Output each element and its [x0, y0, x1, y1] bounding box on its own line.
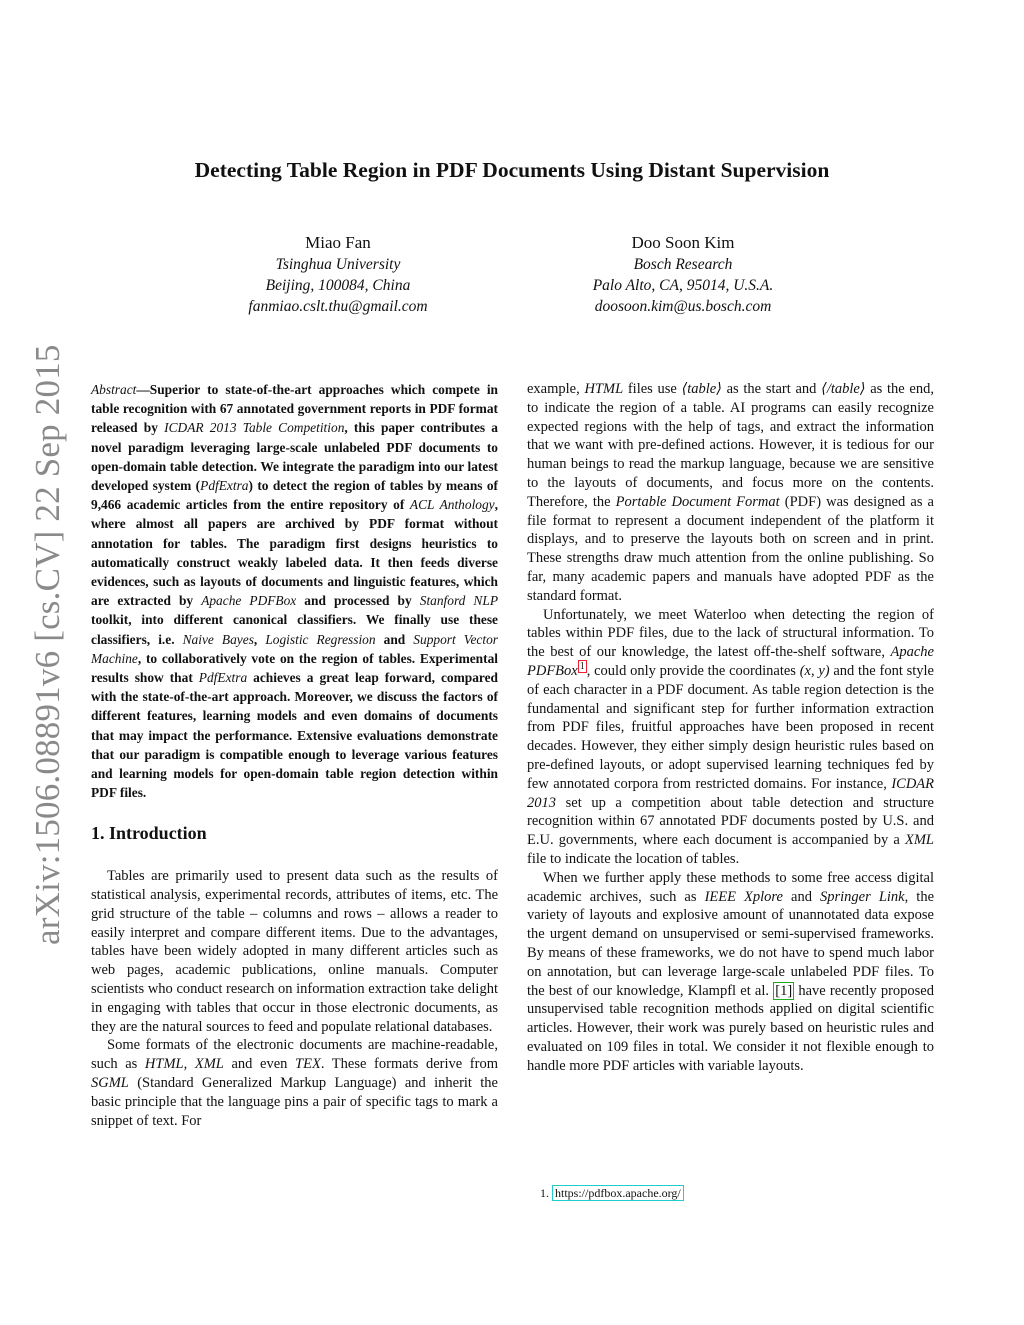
paragraph: When we further apply these methods to some free access digital academic archives, such as IEEE Xplore and Springer Link, the variety of layouts and explosive amount of unannotated data expose the urgent demand on unsupervised or semi-supervised frameworks. By means of these frameworks, we do not have to spend much labor on annotation, but can leverage large-scale unlabeled PDF files. To the best of our knowledge, Klampfl et al. [1] have recently proposed unsupervised table recognition methods applied on digital scientific articles. However, their work was purely based on heuristic rules and evaluated on 109 files in total. We consider it not flexible enough to handle more PDF articles with variable layouts. — [527, 869, 935, 1074]
footnote — [540, 1186, 684, 1201]
footnote-number: 1. — [540, 1186, 549, 1200]
paper-title: Detecting Table Region in PDF Documents Using Distant Supervision — [194, 158, 830, 182]
author-affiliation: Bosch Research — [633, 256, 733, 273]
author-affiliation: Tsinghua University — [275, 256, 401, 273]
section-heading: 1. Introduction — [91, 823, 207, 844]
author-email[interactable]: doosoon.kim@us.bosch.com — [594, 298, 772, 315]
right-column — [527, 380, 934, 1075]
author-address: Palo Alto, CA, 95014, U.S.A. — [592, 277, 774, 294]
footnote-link[interactable]: 1 — [579, 661, 585, 673]
author-block — [198, 231, 478, 317]
abstract: Abstract—Superior to state-of-the-art approaches which compete in table recognition with 67 annotated government reports in PDF format released by ICDAR 2013 Table Competition, this paper contributes a novel paradigm leveraging large-scale unlabeled PDF documents to open-domain table detection. We integrate the paradigm into our latest developed system (PdfExtra) to detect the region of tables by means of 9,466 academic articles from the entire repository of ACL Anthology, where almost all papers are archived by PDF format without annotation for tables. The paradigm first designs heuristics to automatically construct weakly labeled data. It then feeds diverse evidences, such as layouts of documents and linguistic features, which are extracted by Apache PDFBox and processed by Stanford NLP toolkit, into different canonical classifiers. We finally use these classifiers, i.e. Naive Bayes, Logistic Regression and Support Vector Machine, to collaboratively vote on the region of tables. Experimental results show that PdfExtra achieves a great leap forward, compared with the state-of-the-art approach. Moreover, we discuss the factors of different features, learning models and even domains of documents that may impact the performance. Extensive evaluations demonstrate that our paradigm is compatible enough to leverage various features and learning models for open-domain table region detection within PDF files. — [91, 382, 498, 801]
author-name: Miao Fan — [305, 233, 371, 252]
abstract-label: Abstract — [91, 382, 137, 397]
arxiv-identifier: arXiv:1506.08891v6 [cs.CV] 22 Sep 2015 — [28, 344, 67, 945]
author-email[interactable]: fanmiao.cslt.thu@gmail.com — [248, 298, 428, 315]
left-column — [91, 380, 498, 1130]
paragraph: Tables are primarily used to present data such as the results of statistical analysis, experimental records, attributes of items, etc. The grid structure of the table – columns and rows – allows a reader to easily interpret and compare different items. Due to the advantages, tables have been widely adopted in many different articles such as web pages, academic publications, online manuals. Computer scientists who conduct research on information extraction take delight in engaging with tables that occur in those electronic documents, as they are the natural sources to feed and populate relational databases. — [91, 868, 498, 1035]
author-name: Doo Soon Kim — [631, 233, 735, 252]
citation-link[interactable]: [1] — [775, 982, 793, 999]
paragraph: Unfortunately, we meet Waterloo when detecting the region of tables within PDF files, due to the lack of structural information. To the best of our knowledge, the latest off-the-shelf software, Apache PDFBox $^1$ , could only provide the coordinates (x, y) and the font style of each character in a PDF document. As table region detection is the fundamental and significant step for further information extraction from PDF files, fruitful approaches have been proposed in recent decades. However, they either simply design heuristic rules based on pre-defined layouts, or adopt supervised learning techniques fed by few annotated corpora from restricted domains. For instance, ICDAR 2013 set up a competition about table detection and structure recognition within 67 annotated PDF documents posted by U.S. and E.U. governments, where each document is accompanied by a XML file to indicate the location of tables. — [527, 606, 934, 867]
paragraph: Some formats of the electronic documents are machine-readable, such as HTML, XML and even TEX. These formats derive from SGML (Standard Generalized Markup Language) and inherit the basic principle that the language pins a pair of specific tags to mark a snippet of text. For — [91, 1037, 498, 1129]
footnote-url-link[interactable]: https://pdfbox.apache.org/ — [552, 1185, 684, 1201]
paragraph: example, HTML files use ⟨table⟩ as the start and ⟨/table⟩ as the end, to indicate the region of a table. AI programs can easily recognize expected regions with the help of tags, and extract the information that we want with pre-defined actions. However, it is tedious for our human beings to read the markup language, because we are sensitive to the layouts of documents, and focus more on the contents. Therefore, the Portable Document Format (PDF) was designed as a file format to represent a document independent of the platform it displays, and to preserve the layouts both on screen and in print. These strengths draw much attention from the online publishing. So far, many academic papers and manuals have adopted PDF as the standard format. — [527, 381, 934, 604]
author-block — [543, 231, 823, 317]
author-address: Beijing, 100084, China — [265, 277, 411, 294]
